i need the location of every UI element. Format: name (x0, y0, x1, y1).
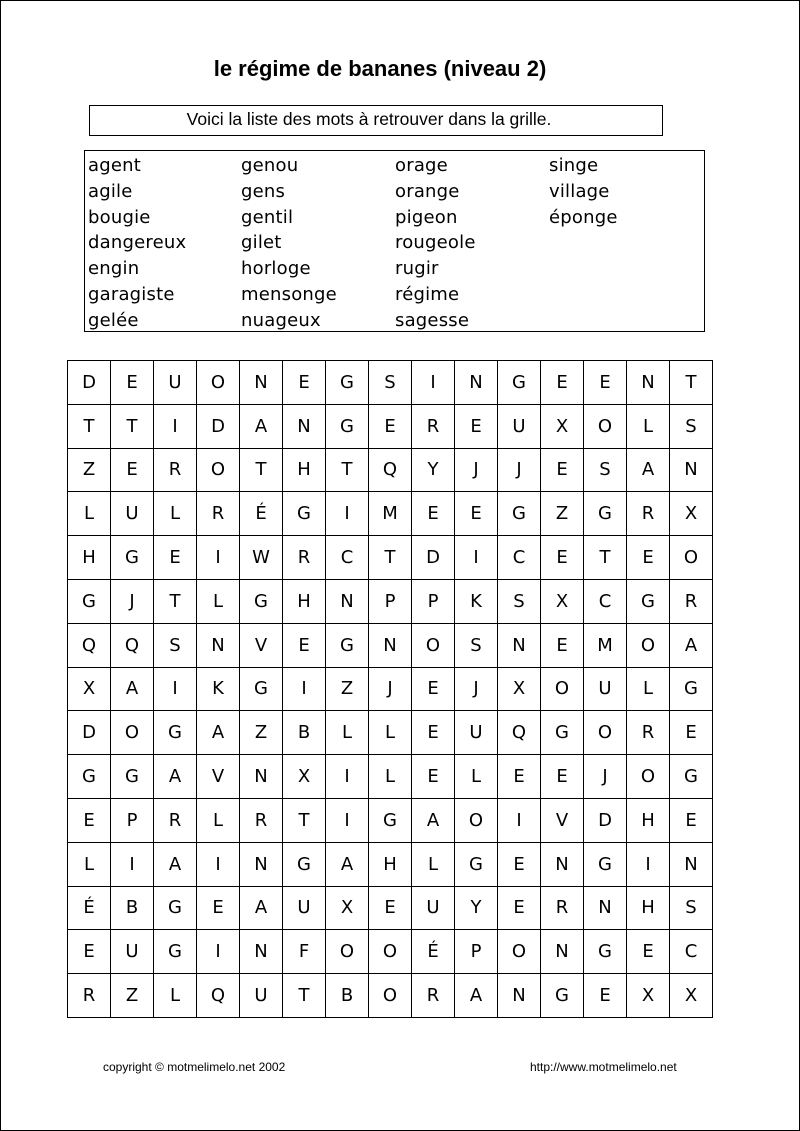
grid-cell[interactable]: J (111, 579, 154, 623)
word-list-item: gelée (88, 309, 139, 331)
grid-cell[interactable]: A (111, 667, 154, 711)
grid-cell[interactable]: D (68, 361, 111, 405)
grid-cell[interactable]: G (584, 492, 627, 536)
grid-cell[interactable]: I (197, 536, 240, 580)
grid-cell[interactable]: L (154, 492, 197, 536)
grid-cell[interactable]: Z (326, 667, 369, 711)
grid-cell[interactable]: L (412, 842, 455, 886)
grid-cell[interactable]: A (412, 798, 455, 842)
grid-cell[interactable]: U (111, 492, 154, 536)
grid-cell[interactable]: I (283, 667, 326, 711)
word-column-2 (241, 153, 337, 334)
grid-cell[interactable]: E (412, 492, 455, 536)
grid-cell[interactable]: L (68, 842, 111, 886)
grid-cell[interactable]: G (584, 930, 627, 974)
word-column-1 (88, 153, 186, 334)
grid-cell[interactable]: U (412, 886, 455, 930)
grid-cell[interactable]: E (412, 755, 455, 799)
grid-row (68, 536, 713, 580)
page-title: le régime de bananes (niveau 2) (213, 56, 547, 81)
letter-grid (67, 360, 713, 1018)
word-list-item: sagesse (395, 309, 470, 331)
word-list-item: dangereux (88, 232, 187, 254)
word-list-item: orage (395, 155, 448, 176)
grid-cell[interactable]: K (197, 667, 240, 711)
grid-cell[interactable]: X (670, 492, 713, 536)
grid-row (68, 667, 713, 711)
grid-cell[interactable]: G (369, 798, 412, 842)
grid-cell[interactable]: O (326, 930, 369, 974)
grid-cell[interactable]: O (369, 974, 412, 1018)
grid-cell[interactable]: E (283, 623, 326, 667)
grid-cell[interactable]: I (455, 536, 498, 580)
grid-cell[interactable]: R (283, 536, 326, 580)
grid-cell[interactable]: I (627, 842, 670, 886)
grid-cell[interactable]: C (584, 579, 627, 623)
grid-cell[interactable]: R (412, 974, 455, 1018)
grid-cell[interactable]: P (369, 579, 412, 623)
grid-cell[interactable]: A (627, 448, 670, 492)
grid-cell[interactable]: J (455, 667, 498, 711)
grid-cell[interactable]: N (498, 974, 541, 1018)
word-list-item: village (549, 180, 610, 202)
grid-cell[interactable]: É (412, 930, 455, 974)
grid-cell[interactable]: V (240, 623, 283, 667)
grid-cell[interactable]: I (498, 798, 541, 842)
grid-cell[interactable]: C (498, 536, 541, 580)
grid-cell[interactable]: H (627, 886, 670, 930)
grid-cell[interactable]: N (369, 623, 412, 667)
grid-cell[interactable]: N (240, 842, 283, 886)
grid-cell[interactable]: O (111, 711, 154, 755)
grid-cell[interactable]: D (584, 798, 627, 842)
grid-cell[interactable]: R (68, 974, 111, 1018)
grid-cell[interactable]: J (584, 755, 627, 799)
grid-cell[interactable]: X (627, 974, 670, 1018)
grid-cell[interactable]: G (283, 842, 326, 886)
grid-cell[interactable]: A (240, 404, 283, 448)
word-list-item: rougeole (395, 232, 476, 254)
grid-cell[interactable]: H (68, 536, 111, 580)
grid-cell[interactable]: E (541, 755, 584, 799)
instruction-text: Voici la liste des mots à retrouver dans la grille. (186, 109, 552, 129)
grid-cell[interactable]: O (197, 361, 240, 405)
grid-cell[interactable]: Z (541, 492, 584, 536)
grid-cell[interactable]: O (369, 930, 412, 974)
grid-row (68, 361, 713, 405)
grid-cell[interactable]: C (326, 536, 369, 580)
word-list-item: mensonge (241, 283, 337, 305)
grid-cell[interactable]: X (68, 667, 111, 711)
grid-cell[interactable]: E (541, 623, 584, 667)
grid-cell[interactable]: U (498, 404, 541, 448)
grid-cell[interactable]: P (455, 930, 498, 974)
grid-cell[interactable]: O (627, 755, 670, 799)
grid-cell[interactable]: R (197, 492, 240, 536)
grid-cell[interactable]: Y (455, 886, 498, 930)
grid-cell[interactable]: G (498, 361, 541, 405)
grid-cell[interactable]: X (541, 404, 584, 448)
grid-cell[interactable]: R (412, 404, 455, 448)
grid-cell[interactable]: S (498, 579, 541, 623)
grid-cell[interactable]: E (584, 361, 627, 405)
grid-cell[interactable]: E (154, 536, 197, 580)
grid-cell[interactable]: G (584, 842, 627, 886)
grid-cell[interactable]: E (68, 930, 111, 974)
grid-cell[interactable]: I (326, 798, 369, 842)
grid-cell[interactable]: N (584, 886, 627, 930)
grid-cell[interactable]: T (283, 798, 326, 842)
grid-cell[interactable]: E (111, 448, 154, 492)
grid-cell[interactable]: J (498, 448, 541, 492)
grid-cell[interactable]: O (498, 930, 541, 974)
site-url: http://www.motmelimelo.net (530, 1060, 677, 1074)
grid-cell[interactable]: I (154, 667, 197, 711)
grid-cell[interactable]: G (627, 579, 670, 623)
grid-cell[interactable]: N (455, 361, 498, 405)
grid-cell[interactable]: O (627, 623, 670, 667)
grid-cell[interactable]: E (584, 974, 627, 1018)
grid-cell[interactable]: H (369, 842, 412, 886)
grid-cell[interactable]: R (541, 886, 584, 930)
grid-cell[interactable]: N (197, 623, 240, 667)
grid-cell[interactable]: T (283, 974, 326, 1018)
word-list-item: horloge (241, 258, 311, 280)
grid-cell[interactable]: E (412, 711, 455, 755)
grid-cell[interactable]: R (627, 711, 670, 755)
word-list-item: engin (88, 258, 140, 280)
grid-cell[interactable]: L (154, 974, 197, 1018)
grid-cell[interactable]: G (240, 579, 283, 623)
grid-cell[interactable]: E (197, 886, 240, 930)
grid-cell[interactable]: U (584, 667, 627, 711)
grid-cell[interactable]: H (283, 579, 326, 623)
grid-cell[interactable]: E (498, 842, 541, 886)
grid-cell[interactable]: N (326, 579, 369, 623)
grid-cell[interactable]: T (584, 536, 627, 580)
grid-cell[interactable]: L (627, 404, 670, 448)
word-column-4 (549, 153, 618, 230)
grid-cell[interactable]: E (369, 404, 412, 448)
grid-row (68, 886, 713, 930)
word-list-item: orange (395, 180, 460, 202)
grid-cell[interactable]: I (197, 930, 240, 974)
grid-cell[interactable]: G (154, 886, 197, 930)
grid-cell[interactable]: Q (498, 711, 541, 755)
instruction-box (89, 105, 663, 136)
grid-cell[interactable]: D (68, 711, 111, 755)
grid-cell[interactable]: T (670, 361, 713, 405)
grid-cell[interactable]: Q (197, 974, 240, 1018)
grid-cell[interactable]: J (369, 667, 412, 711)
grid-cell[interactable]: A (197, 711, 240, 755)
grid-cell[interactable]: E (541, 448, 584, 492)
word-list-item: éponge (549, 206, 618, 228)
grid-cell[interactable]: I (154, 404, 197, 448)
grid-cell[interactable]: U (283, 886, 326, 930)
grid-cell[interactable]: Z (240, 711, 283, 755)
word-list-item: pigeon (395, 206, 458, 228)
grid-cell[interactable]: Q (111, 623, 154, 667)
word-list-item: régime (395, 283, 460, 305)
grid-cell[interactable]: O (197, 448, 240, 492)
grid-cell[interactable]: U (111, 930, 154, 974)
grid-cell[interactable]: E (627, 536, 670, 580)
grid-cell[interactable]: R (627, 492, 670, 536)
grid-cell[interactable]: H (283, 448, 326, 492)
word-list-item: agile (88, 180, 133, 202)
grid-cell[interactable]: G (455, 842, 498, 886)
grid-cell[interactable]: J (455, 448, 498, 492)
word-list-item: gens (241, 180, 286, 202)
grid-cell[interactable]: Y (412, 448, 455, 492)
grid-cell[interactable]: E (68, 798, 111, 842)
grid-cell[interactable]: E (670, 711, 713, 755)
grid-cell[interactable]: T (369, 536, 412, 580)
grid-cell[interactable]: B (283, 711, 326, 755)
grid-cell[interactable]: L (455, 755, 498, 799)
word-list-item: agent (88, 155, 141, 176)
grid-cell[interactable]: R (154, 798, 197, 842)
grid-row (68, 974, 713, 1018)
grid-cell[interactable]: T (111, 404, 154, 448)
grid-cell[interactable]: G (326, 361, 369, 405)
grid-cell[interactable]: N (670, 842, 713, 886)
grid-cell[interactable]: X (541, 579, 584, 623)
grid-cell[interactable]: A (670, 623, 713, 667)
grid-cell[interactable]: E (670, 798, 713, 842)
grid-row (68, 404, 713, 448)
word-list-item: genou (241, 155, 299, 176)
grid-cell[interactable]: K (455, 579, 498, 623)
grid-cell[interactable]: V (197, 755, 240, 799)
word-list-item: gentil (241, 206, 294, 228)
grid-cell[interactable]: O (584, 404, 627, 448)
grid-cell[interactable]: E (455, 404, 498, 448)
grid-cell[interactable]: L (627, 667, 670, 711)
grid-cell[interactable]: I (412, 361, 455, 405)
grid-cell[interactable]: O (412, 623, 455, 667)
grid-cell[interactable]: N (240, 755, 283, 799)
grid-cell[interactable]: S (455, 623, 498, 667)
grid-cell[interactable]: L (369, 755, 412, 799)
grid-cell[interactable]: A (240, 886, 283, 930)
grid-cell[interactable]: M (584, 623, 627, 667)
grid-row (68, 448, 713, 492)
grid-cell[interactable]: E (369, 886, 412, 930)
word-list-item: garagiste (88, 283, 175, 305)
grid-cell[interactable]: E (498, 886, 541, 930)
grid-cell[interactable]: I (111, 842, 154, 886)
grid-cell[interactable]: U (455, 711, 498, 755)
word-list-item: gilet (241, 232, 282, 254)
grid-row (68, 579, 713, 623)
grid-cell[interactable]: G (240, 667, 283, 711)
grid-row (68, 842, 713, 886)
grid-cell[interactable]: E (541, 361, 584, 405)
grid-cell[interactable]: N (541, 842, 584, 886)
grid-cell[interactable]: G (498, 492, 541, 536)
word-column-3 (395, 153, 476, 334)
word-list-item: rugir (395, 258, 439, 280)
grid-cell[interactable]: S (670, 886, 713, 930)
grid-cell[interactable]: R (670, 579, 713, 623)
grid-cell[interactable]: G (68, 755, 111, 799)
grid-cell[interactable]: G (154, 711, 197, 755)
grid-cell[interactable]: S (369, 361, 412, 405)
grid-row (68, 711, 713, 755)
grid-cell[interactable]: T (154, 579, 197, 623)
grid-cell[interactable]: M (369, 492, 412, 536)
grid-cell[interactable]: G (111, 536, 154, 580)
grid-cell[interactable]: N (627, 361, 670, 405)
grid-cell[interactable]: I (326, 492, 369, 536)
copyright-text: copyright © motmelimelo.net 2002 (103, 1060, 286, 1074)
grid-cell[interactable]: G (541, 711, 584, 755)
grid-cell[interactable]: G (670, 755, 713, 799)
grid-cell[interactable]: X (670, 974, 713, 1018)
grid-cell[interactable]: U (154, 361, 197, 405)
grid-cell[interactable]: A (455, 974, 498, 1018)
grid-cell[interactable]: T (68, 404, 111, 448)
grid-cell[interactable]: G (111, 755, 154, 799)
grid-cell[interactable]: L (197, 798, 240, 842)
grid-cell[interactable]: G (283, 492, 326, 536)
grid-cell[interactable]: Q (369, 448, 412, 492)
grid-cell[interactable]: O (455, 798, 498, 842)
grid-cell[interactable]: I (326, 755, 369, 799)
grid-cell[interactable]: B (111, 886, 154, 930)
grid-cell[interactable]: S (670, 404, 713, 448)
grid-cell[interactable]: H (627, 798, 670, 842)
grid-cell[interactable]: É (68, 886, 111, 930)
grid-cell[interactable]: E (111, 361, 154, 405)
grid-row (68, 798, 713, 842)
grid-cell[interactable]: B (326, 974, 369, 1018)
grid-cell[interactable]: L (68, 492, 111, 536)
grid-cell[interactable]: L (197, 579, 240, 623)
grid-cell[interactable]: E (283, 361, 326, 405)
grid-cell[interactable]: S (154, 623, 197, 667)
grid-cell[interactable]: A (154, 842, 197, 886)
grid-cell[interactable]: E (541, 536, 584, 580)
grid-cell[interactable]: G (68, 579, 111, 623)
grid-cell[interactable]: F (283, 930, 326, 974)
grid-cell[interactable]: A (326, 842, 369, 886)
grid-cell[interactable]: V (541, 798, 584, 842)
grid-cell[interactable]: N (240, 361, 283, 405)
grid-cell[interactable]: E (498, 755, 541, 799)
grid-cell[interactable]: U (240, 974, 283, 1018)
grid-cell[interactable]: Z (68, 448, 111, 492)
grid-cell[interactable]: W (240, 536, 283, 580)
grid-cell[interactable]: I (197, 842, 240, 886)
grid-cell[interactable]: T (240, 448, 283, 492)
grid-cell[interactable]: Q (68, 623, 111, 667)
grid-row (68, 623, 713, 667)
word-list-item: singe (549, 155, 599, 176)
grid-cell[interactable]: O (670, 536, 713, 580)
grid-cell[interactable]: X (498, 667, 541, 711)
grid-cell[interactable]: P (111, 798, 154, 842)
grid-cell[interactable]: T (326, 448, 369, 492)
grid-cell[interactable]: N (240, 930, 283, 974)
grid-cell[interactable]: D (412, 536, 455, 580)
grid-cell[interactable]: R (240, 798, 283, 842)
grid-cell[interactable]: N (670, 448, 713, 492)
grid-cell[interactable]: X (283, 755, 326, 799)
grid-row (68, 492, 713, 536)
grid-cell[interactable]: Z (111, 974, 154, 1018)
grid-cell[interactable]: N (541, 930, 584, 974)
word-list-item: nuageux (241, 309, 321, 331)
grid-cell[interactable]: G (326, 623, 369, 667)
grid-cell[interactable]: R (154, 448, 197, 492)
grid-cell[interactable]: E (455, 492, 498, 536)
grid-cell[interactable]: D (197, 404, 240, 448)
grid-cell[interactable]: E (627, 930, 670, 974)
grid-cell[interactable]: O (584, 711, 627, 755)
grid-cell[interactable]: E (412, 667, 455, 711)
grid-cell[interactable]: G (541, 974, 584, 1018)
grid-cell[interactable]: G (326, 404, 369, 448)
grid-cell[interactable]: G (154, 930, 197, 974)
grid-row (68, 930, 713, 974)
grid-cell[interactable]: L (326, 711, 369, 755)
grid-cell[interactable]: A (154, 755, 197, 799)
grid-cell[interactable]: C (670, 930, 713, 974)
grid-cell[interactable]: O (541, 667, 584, 711)
grid-cell[interactable]: É (240, 492, 283, 536)
grid-cell[interactable]: G (670, 667, 713, 711)
grid-row (68, 755, 713, 799)
grid-cell[interactable]: X (326, 886, 369, 930)
grid-cell[interactable]: P (412, 579, 455, 623)
grid-cell[interactable]: N (498, 623, 541, 667)
word-list-item: bougie (88, 206, 151, 228)
grid-cell[interactable]: L (369, 711, 412, 755)
grid-cell[interactable]: N (283, 404, 326, 448)
grid-cell[interactable]: S (584, 448, 627, 492)
word-list (84, 150, 705, 332)
